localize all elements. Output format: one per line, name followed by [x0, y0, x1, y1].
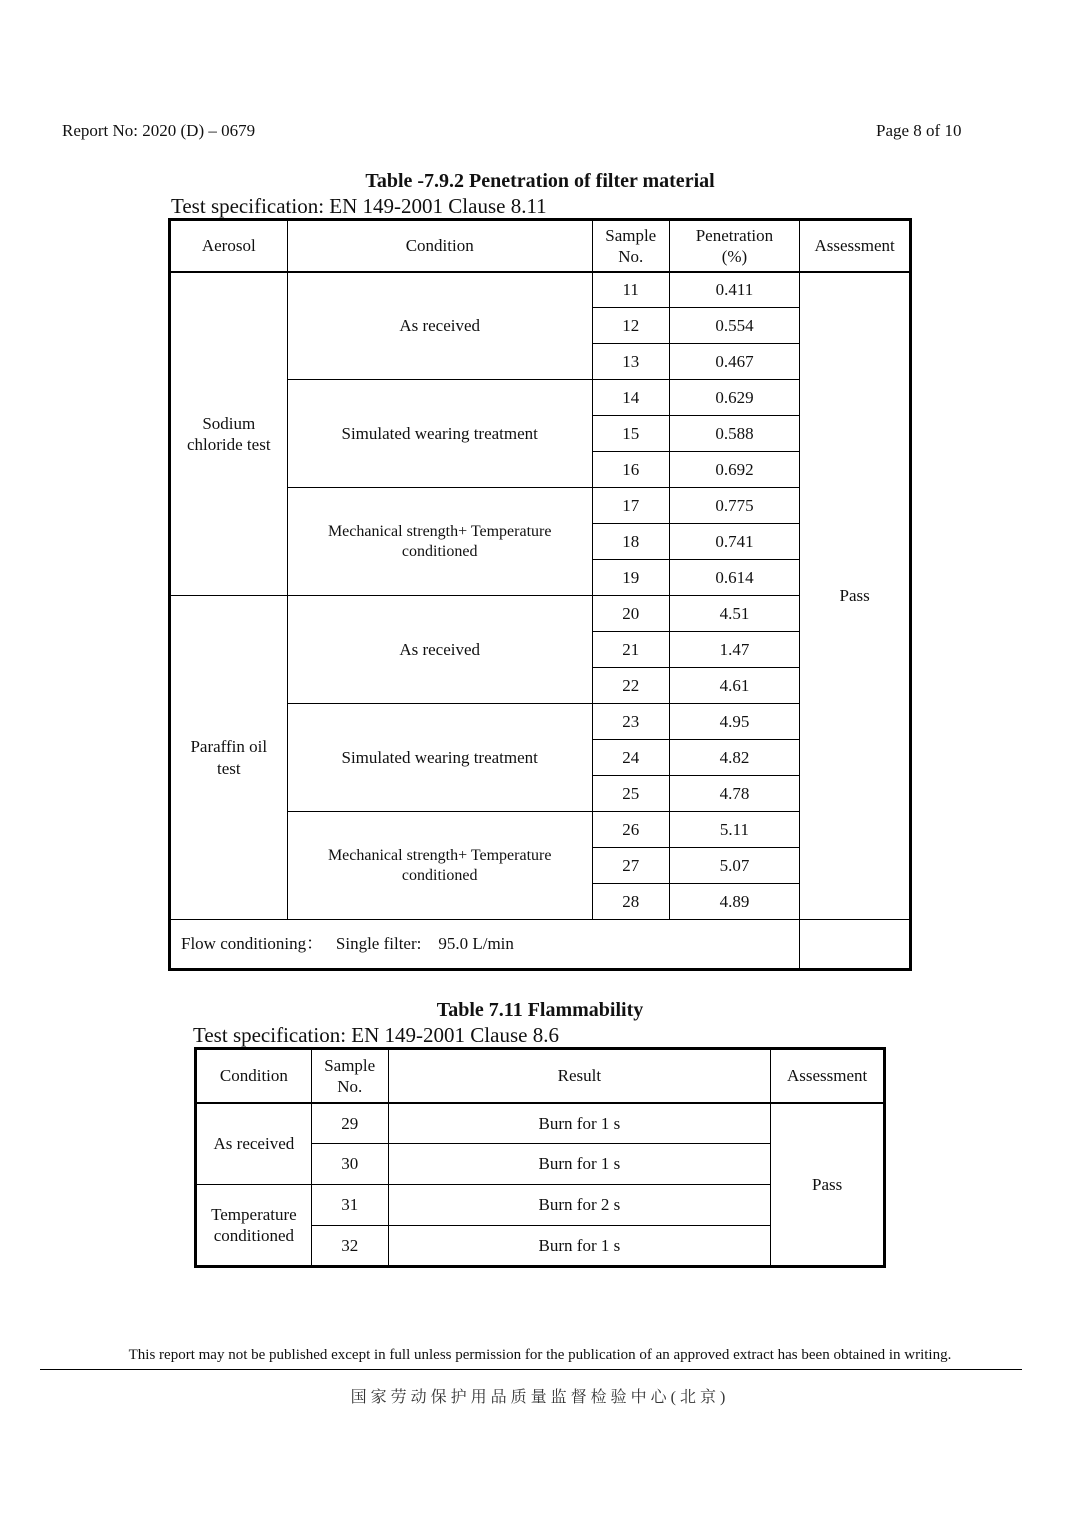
sample-cell: 21 [592, 632, 669, 668]
table-row [196, 1103, 885, 1144]
condition-simulated: Simulated wearing treatment [287, 380, 592, 488]
footer-divider [40, 1369, 1022, 1370]
sample-cell: 16 [592, 452, 669, 488]
result-cell: Burn for 1 s [388, 1226, 771, 1267]
sample-cell: 15 [592, 416, 669, 452]
flow-conditioning: Flow conditioning： Single filter: 95.0 L/min [170, 920, 800, 970]
penetration-cell: 5.07 [669, 848, 800, 884]
penetration-cell: 0.411 [669, 272, 800, 308]
assessment-pass: Pass [800, 272, 911, 920]
page-number: Page 8 of 10 [876, 121, 962, 140]
aerosol-paraffin: Paraffin oil test [170, 596, 288, 920]
condition-simulated: Simulated wearing treatment [287, 704, 592, 812]
penetration-cell: 0.554 [669, 308, 800, 344]
sample-cell: 26 [592, 812, 669, 848]
table2-caption: Table 7.11 Flammability [436, 999, 644, 1021]
sample-cell: 18 [592, 524, 669, 560]
penetration-cell: 0.467 [669, 344, 800, 380]
report-number: Report No: 2020 (D) – 0679 [62, 121, 256, 140]
sample-cell: 19 [592, 560, 669, 596]
table1-header-row [170, 220, 911, 272]
penetration-cell: 0.614 [669, 560, 800, 596]
sample-cell: 23 [592, 704, 669, 740]
result-cell: Burn for 2 s [388, 1185, 771, 1226]
penetration-cell: 4.61 [669, 668, 800, 704]
penetration-cell: 4.89 [669, 884, 800, 920]
penetration-cell: 5.11 [669, 812, 800, 848]
organization-name: 国家劳动保护用品质量监督检验中心(北京) [350, 1389, 730, 1406]
penetration-cell: 4.78 [669, 776, 800, 812]
sample-cell: 20 [592, 596, 669, 632]
condition-temperature: Temperature conditioned [196, 1185, 312, 1267]
col-aerosol: Aerosol [170, 220, 288, 272]
col-penetration: Penetration (%) [669, 220, 800, 272]
penetration-cell: 4.95 [669, 704, 800, 740]
penetration-cell: 0.775 [669, 488, 800, 524]
table-row [170, 596, 911, 632]
penetration-cell: 0.588 [669, 416, 800, 452]
penetration-cell: 0.629 [669, 380, 800, 416]
sample-cell: 31 [311, 1185, 388, 1226]
col-condition: Condition [196, 1049, 312, 1103]
table1-caption: Table -7.9.2 Penetration of filter material [365, 170, 715, 192]
sample-cell: 22 [592, 668, 669, 704]
sample-cell: 27 [592, 848, 669, 884]
table2-spec: Test specification: EN 149-2001 Clause 8.6 [193, 1023, 559, 1047]
condition-as-received: As received [196, 1103, 312, 1185]
aerosol-sodium: Sodium chloride test [170, 272, 288, 596]
col-assessment: Assessment [771, 1049, 885, 1103]
sample-cell: 12 [592, 308, 669, 344]
col-assessment: Assessment [800, 220, 911, 272]
condition-mechanical: Mechanical strength+ Temperature conditioned [287, 812, 592, 920]
table-row [170, 272, 911, 308]
sample-cell: 25 [592, 776, 669, 812]
sample-cell: 24 [592, 740, 669, 776]
col-sample-no: Sample No. [592, 220, 669, 272]
penetration-table [168, 218, 912, 971]
assessment-pass: Pass [771, 1103, 885, 1267]
flow-row [170, 920, 911, 970]
sample-cell: 28 [592, 884, 669, 920]
sample-cell: 11 [592, 272, 669, 308]
sample-cell: 17 [592, 488, 669, 524]
col-condition: Condition [287, 220, 592, 272]
flammability-table [194, 1047, 886, 1268]
result-cell: Burn for 1 s [388, 1103, 771, 1144]
footer-note: This report may not be published except in full unless permission for the publication of an approved extract has been obtained in writing. [128, 1347, 952, 1363]
table2-header-row [196, 1049, 885, 1103]
sample-cell: 14 [592, 380, 669, 416]
sample-cell: 30 [311, 1144, 388, 1185]
sample-cell: 13 [592, 344, 669, 380]
condition-as-received: As received [287, 596, 592, 704]
result-cell: Burn for 1 s [388, 1144, 771, 1185]
penetration-cell: 4.82 [669, 740, 800, 776]
condition-as-received: As received [287, 272, 592, 380]
table1-spec: Test specification: EN 149-2001 Clause 8.11 [171, 194, 547, 218]
condition-mechanical: Mechanical strength+ Temperature conditioned [287, 488, 592, 596]
col-result: Result [388, 1049, 771, 1103]
col-sample-no: Sample No. [311, 1049, 388, 1103]
penetration-cell: 0.692 [669, 452, 800, 488]
sample-cell: 29 [311, 1103, 388, 1144]
penetration-cell: 0.741 [669, 524, 800, 560]
penetration-cell: 4.51 [669, 596, 800, 632]
sample-cell: 32 [311, 1226, 388, 1267]
penetration-cell: 1.47 [669, 632, 800, 668]
